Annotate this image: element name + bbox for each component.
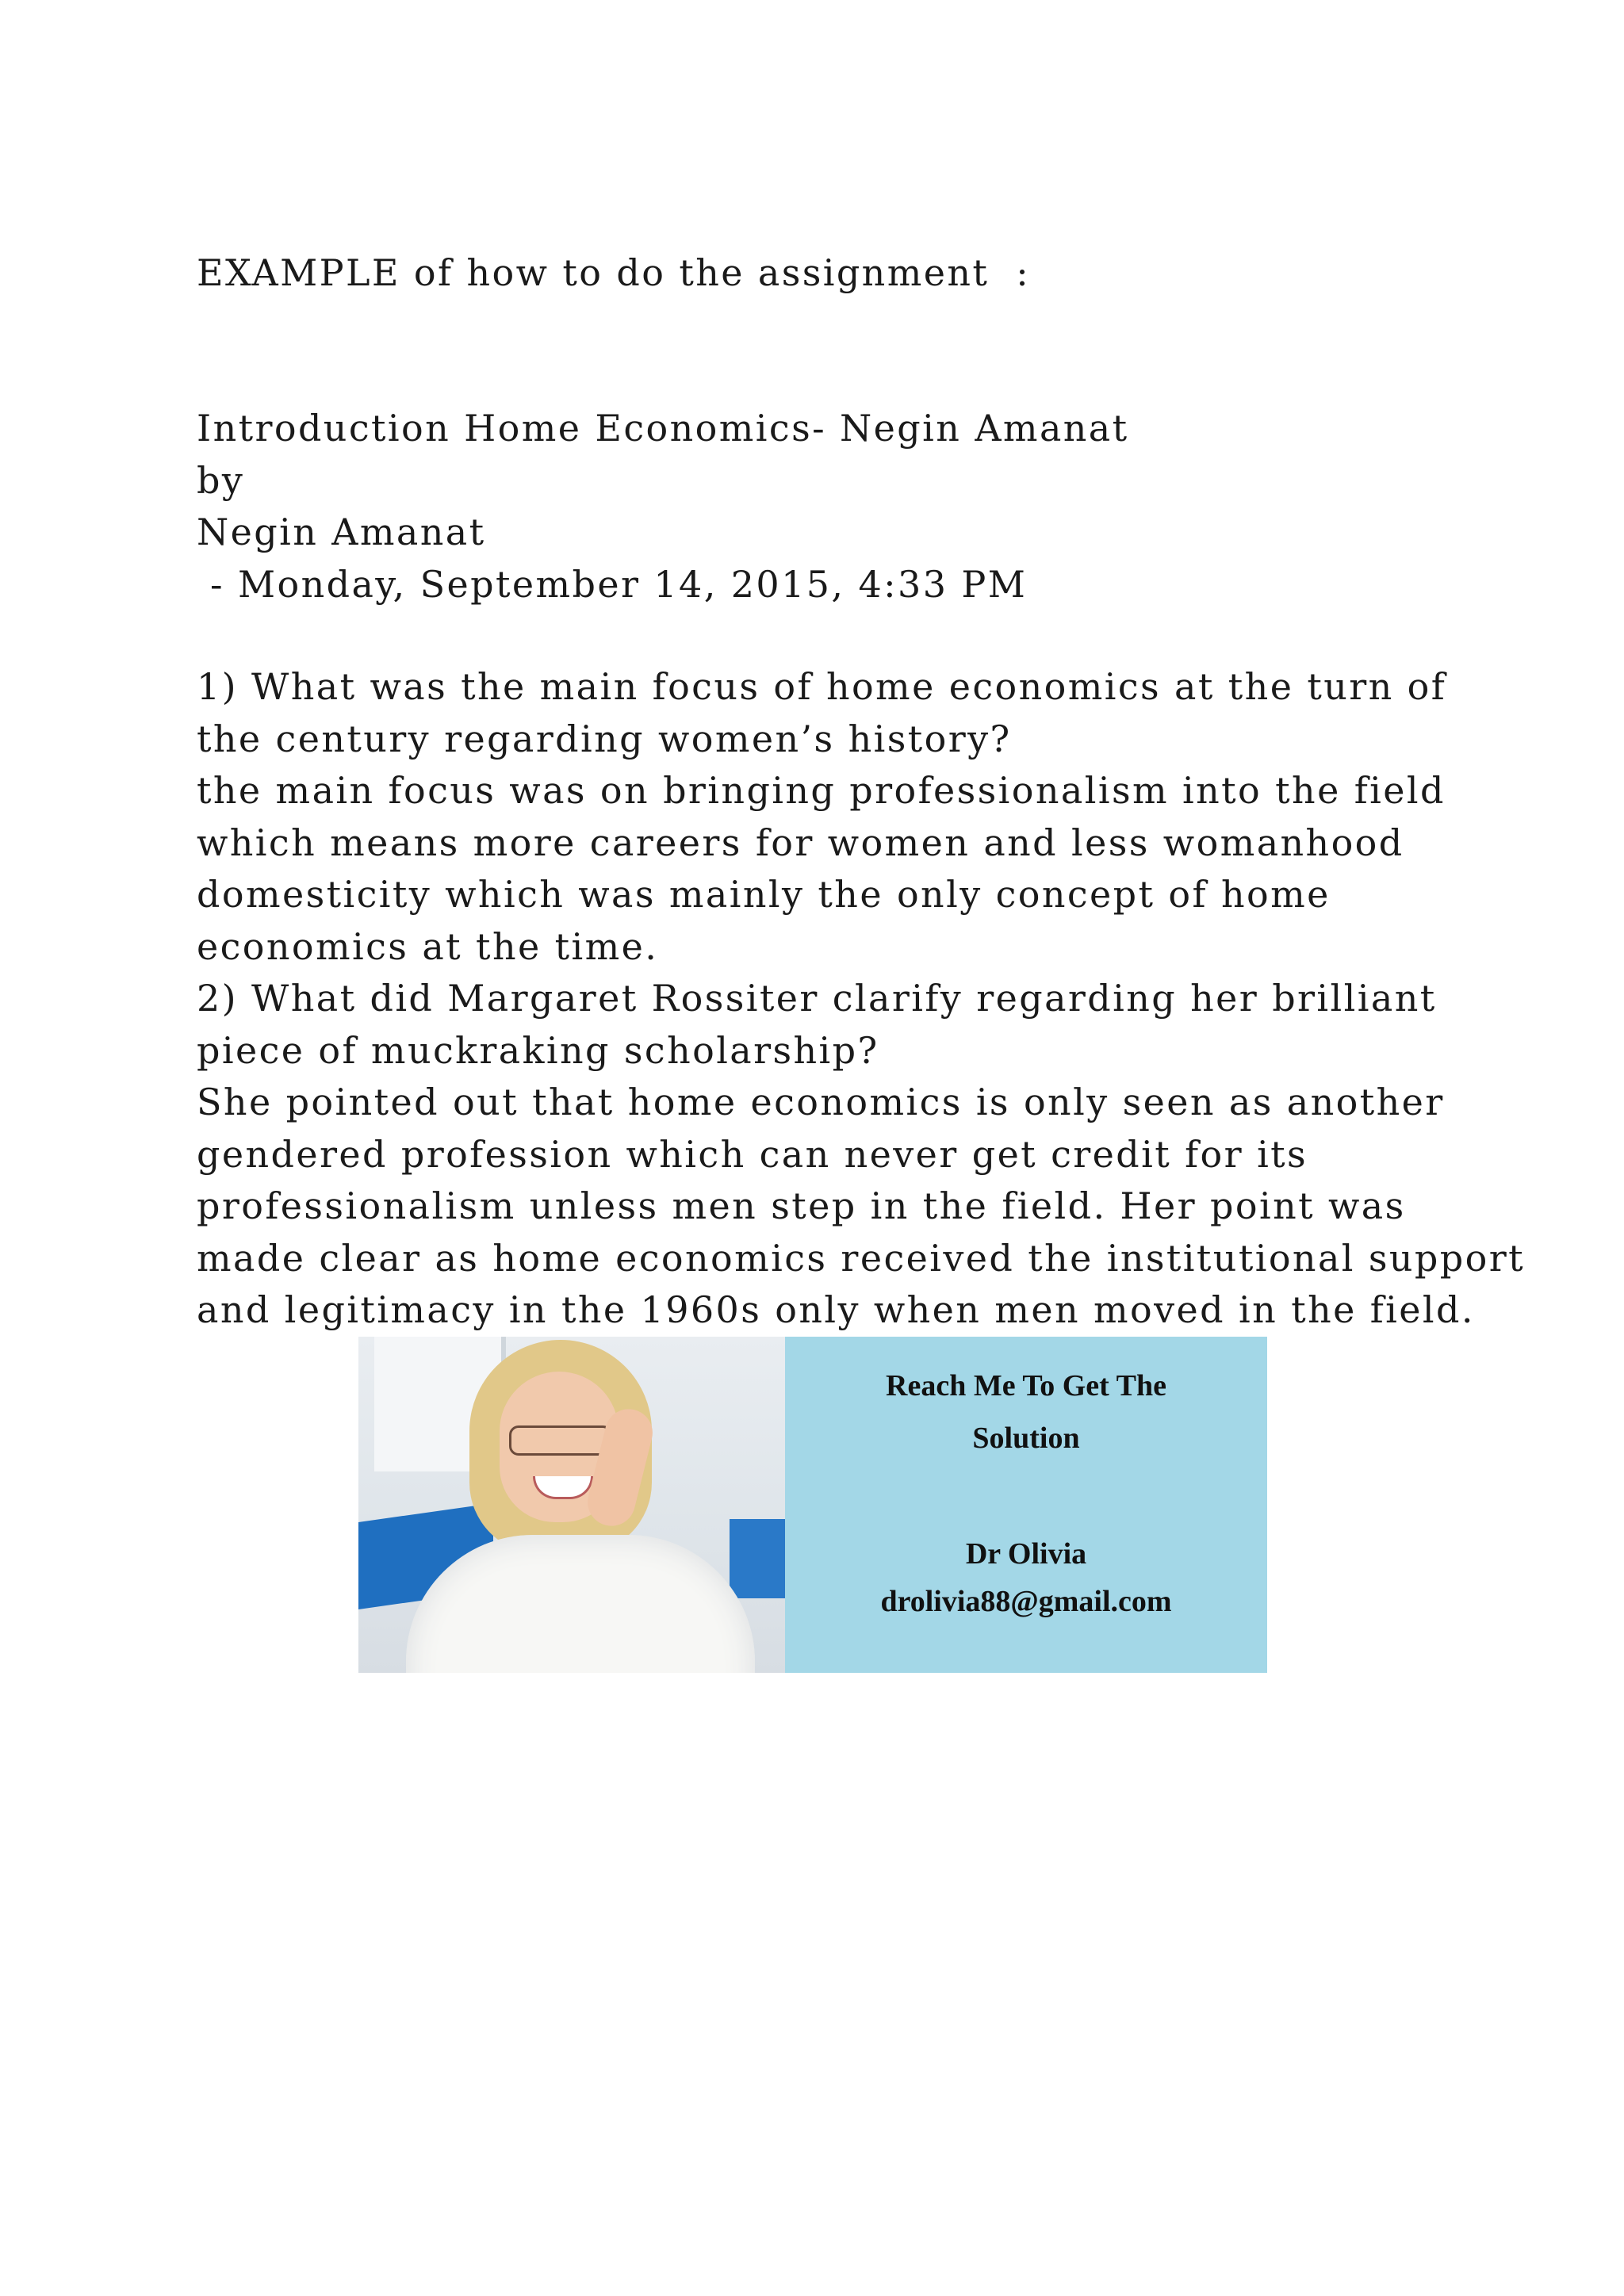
assignment-heading: EXAMPLE of how to do the assignment :	[197, 251, 1031, 294]
banner-line-1: Reach Me To Get The	[886, 1369, 1166, 1402]
qa-line: and legitimacy in the 1960s only when men moved in the field.	[197, 1288, 1475, 1331]
contact-info-panel	[785, 1337, 1267, 1673]
qa-line: She pointed out that home economics is only seen as another	[197, 1081, 1445, 1123]
qa-line: which means more careers for women and less womanhood	[197, 821, 1404, 864]
contact-name: Dr Olivia	[965, 1537, 1087, 1571]
banner-line-2: Solution	[972, 1422, 1080, 1455]
qa-line: the main focus was on bringing professionalism into the field	[197, 769, 1446, 812]
qa-line: professionalism unless men step in the field. Her point was	[197, 1184, 1406, 1227]
qa-line: 2) What did Margaret Rossiter clarify regarding her brilliant	[197, 977, 1437, 1020]
qa-line: 1) What was the main focus of home economics at the turn of	[197, 665, 1447, 708]
post-by-label: by	[197, 458, 245, 502]
post-author: Negin Amanat	[197, 511, 486, 553]
post-title: Introduction Home Economics- Negin Amanat	[197, 407, 1129, 450]
post-header	[197, 403, 1450, 610]
qa-line: piece of muckraking scholarship?	[197, 1028, 879, 1072]
qa-line: made clear as home economics received the institutional support	[197, 1236, 1525, 1280]
contact-banner	[358, 1337, 1267, 1673]
post-date: - Monday, September 14, 2015, 4:33 PM	[197, 562, 1028, 606]
qa-line: the century regarding women’s history?	[197, 717, 1012, 760]
contact-email: drolivia88@gmail.com	[880, 1585, 1172, 1618]
questions-answers	[197, 661, 1525, 1337]
qa-line: economics at the time.	[197, 924, 659, 968]
qa-line: gendered profession which can never get credit for its	[197, 1132, 1308, 1176]
qa-line: domesticity which was mainly the only concept of home	[197, 873, 1331, 916]
woman-photo	[358, 1337, 785, 1673]
